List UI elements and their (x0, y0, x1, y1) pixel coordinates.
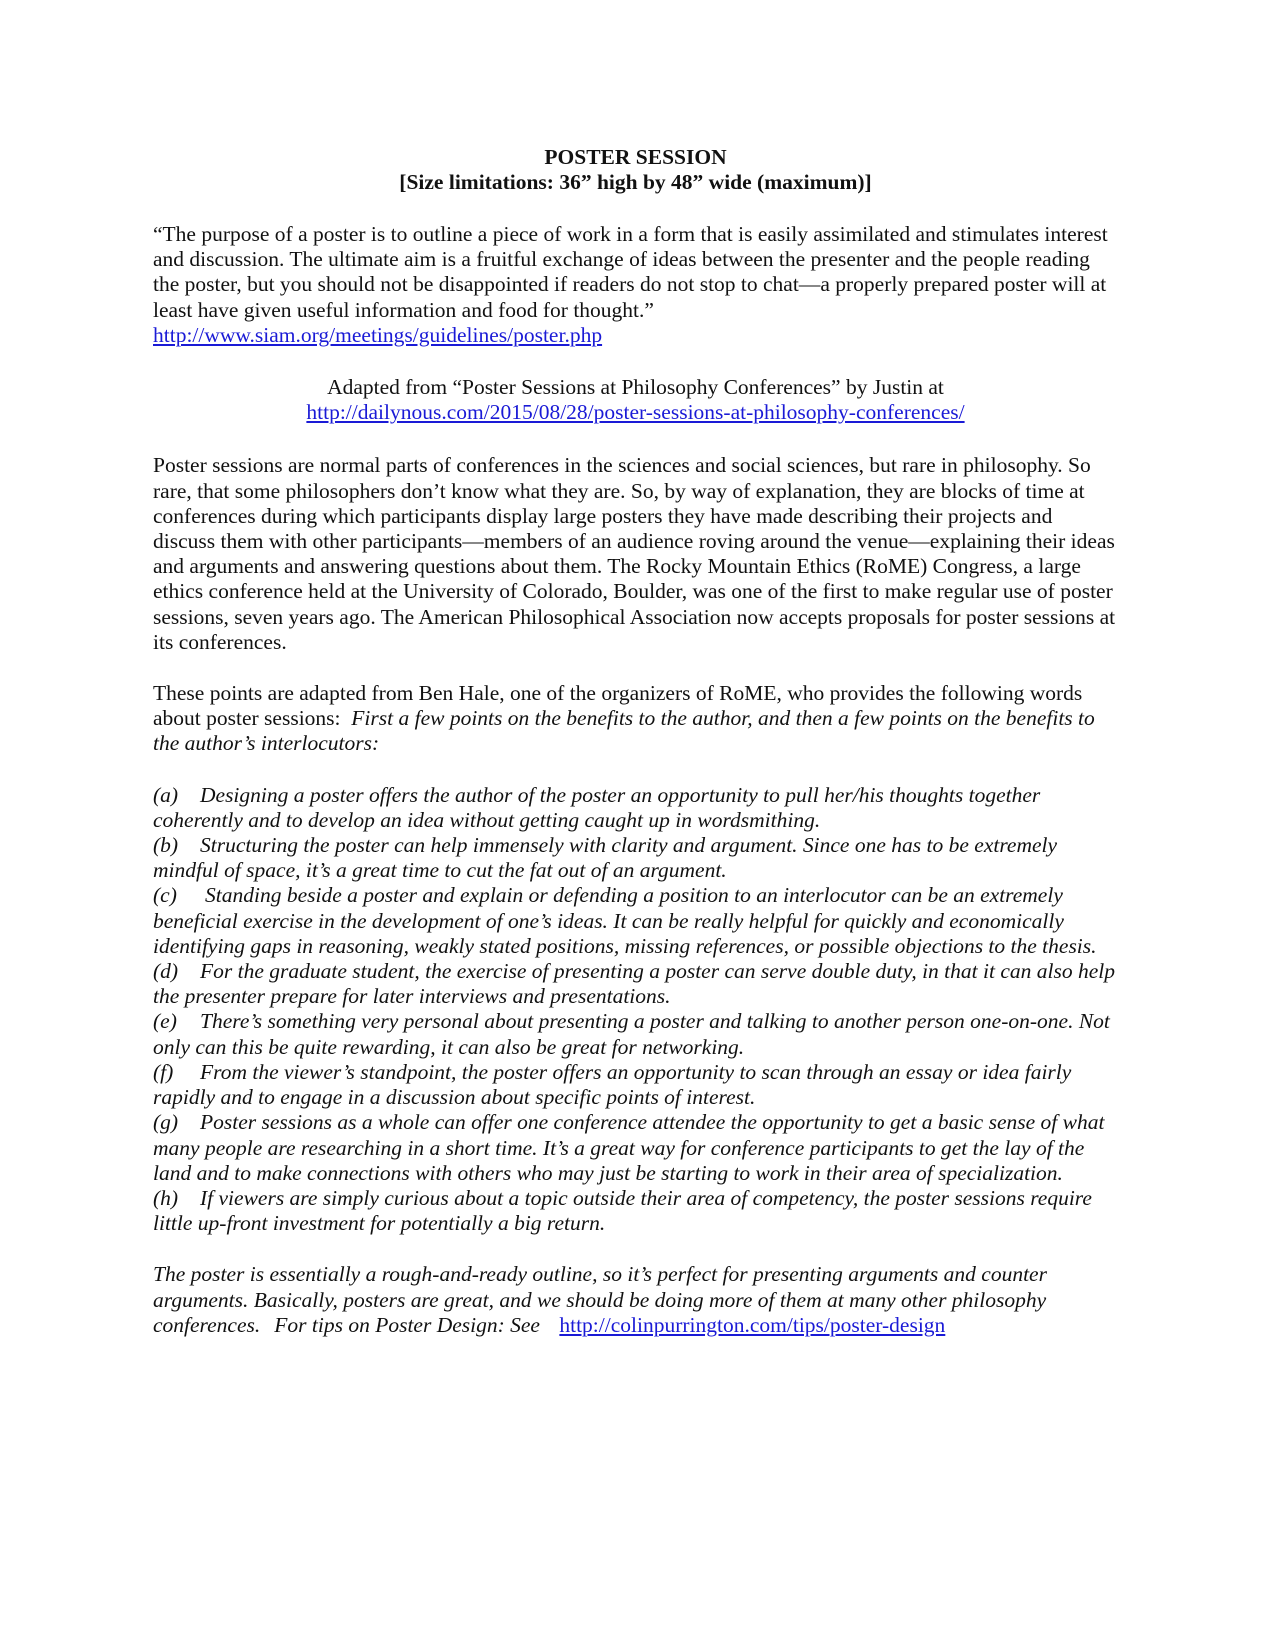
item-text: From the viewer’s standpoint, the poster offers an opportunity to scan through an essay or idea fairly rapidly and to engage in a discussion about specific points of interest. (153, 1059, 1072, 1110)
item-label: (d) (153, 959, 179, 984)
item-text: Standing beside a poster and explain or defending a position to an interlocutor can be an extremely beneficial exercise in the development of one’s ideas. It can be really helpful for quickly and economically identifying gaps in reasoning, weakly stated positions, missing references, or possible objections to the thesis. (153, 883, 1097, 958)
item-label: (a) (153, 782, 179, 807)
quote-text: “The purpose of a poster is to outline a piece of work in a form that is easily assimilated and stimulates interest and discussion. The ultimate aim is a fruitful exchange of ideas between the presenter and the people reading the poster, but you should not be disappointed if readers do not stop to chat—a properly prepared poster will at least have given useful information and food for thought.” (153, 222, 1108, 322)
tips-label: For tips on Poster Design: See (274, 1312, 540, 1337)
closing-text: The poster is essentially a rough-and-ready outline, so it’s perfect for presenting arguments and counter arguments. Basically, posters are great, and we should be doing more of them at many other philosophy conferences. (153, 1262, 1047, 1337)
item-label: (h) (153, 1185, 179, 1210)
points-intro-text: These points are adapted from Ben Hale, one of the organizers of RoME, who provides the following words about poster sessions: (153, 681, 1083, 731)
dailynous-link[interactable]: http://dailynous.com/2015/08/28/poster-sessions-at-philosophy-conferences/ (306, 400, 965, 425)
item-label: (f) (153, 1059, 174, 1084)
closing-paragraph (153, 1262, 1118, 1338)
intro-paragraph: Poster sessions are normal parts of conferences in the sciences and social sciences, but rare in philosophy. So rare, that some philosophers don’t know what they are. So, by way of explanation, they are blocks of time at conferences during which participants display large posters they have made describing their projects and discuss them with other participants—members of an audience roving around the venue—explaining their ideas and arguments and answering questions about them. The Rocky Mountain Ethics (RoME) Congress, a large ethics conference held at the University of Colorado, Boulder, was one of the first to make regular use of poster sessions, seven years ago. The American Philosophical Association now accepts proposals for poster sessions at its conferences. (153, 453, 1116, 654)
list-item (153, 1186, 1118, 1236)
item-label: (e) (153, 1009, 177, 1034)
list-item (153, 1060, 1118, 1110)
list-item (153, 783, 1118, 833)
list-item (153, 1009, 1118, 1059)
page-subtitle: [Size limitations: 36” high by 48” wide (maximum)] (399, 170, 872, 194)
item-text: There’s something very personal about presenting a poster and talking to another person one-on-one. Not only can this be quite rewarding, it can also be great for networking. (153, 1009, 1110, 1059)
page-title: POSTER SESSION (544, 145, 727, 169)
points-intro-italic: First a few points on the benefits to the author, and then a few points on the benefits to the author’s interlocutors: (153, 706, 1095, 756)
item-text: Poster sessions as a whole can offer one conference attendee the opportunity to get a basic sense of what many people are researching in a short time. It’s a great way for conference participants to get the lay of the land and to make connections with others who may just be starting to work in their area of specialization. (153, 1110, 1105, 1185)
siam-guidelines-link[interactable]: http://www.siam.org/meetings/guidelines/poster.php (153, 322, 603, 347)
attribution-text: Adapted from “Poster Sessions at Philosophy Conferences” by Justin at (327, 375, 944, 400)
poster-design-tips-link[interactable]: http://colinpurrington.com/tips/poster-design (559, 1312, 946, 1337)
item-text: Structuring the poster can help immensely with clarity and argument. Since one has to be extremely mindful of space, it’s a great time to cut the fat out of an argument. (153, 833, 1058, 883)
quote-paragraph (153, 222, 1118, 348)
list-item (153, 833, 1118, 883)
list-item (153, 959, 1118, 1009)
item-text: If viewers are simply curious about a topic outside their area of competency, the poster sessions require little up-front investment for potentially a big return. (153, 1185, 1092, 1236)
item-label: (c) (153, 883, 177, 908)
points-intro (153, 681, 1118, 757)
item-text: Designing a poster offers the author of the poster an opportunity to pull her/his thoughts together coherently and to develop an idea without getting caught up in wordsmithing. (153, 782, 1041, 832)
benefits-list (153, 783, 1118, 1237)
list-item (153, 1110, 1118, 1186)
item-label: (b) (153, 833, 179, 858)
document-page (153, 145, 1118, 1338)
list-item (153, 883, 1118, 959)
attribution (153, 375, 1118, 425)
item-text: For the graduate student, the exercise of presenting a poster can serve double duty, in that it can also help the presenter prepare for later interviews and presentations. (153, 959, 1115, 1009)
item-label: (g) (153, 1110, 179, 1135)
